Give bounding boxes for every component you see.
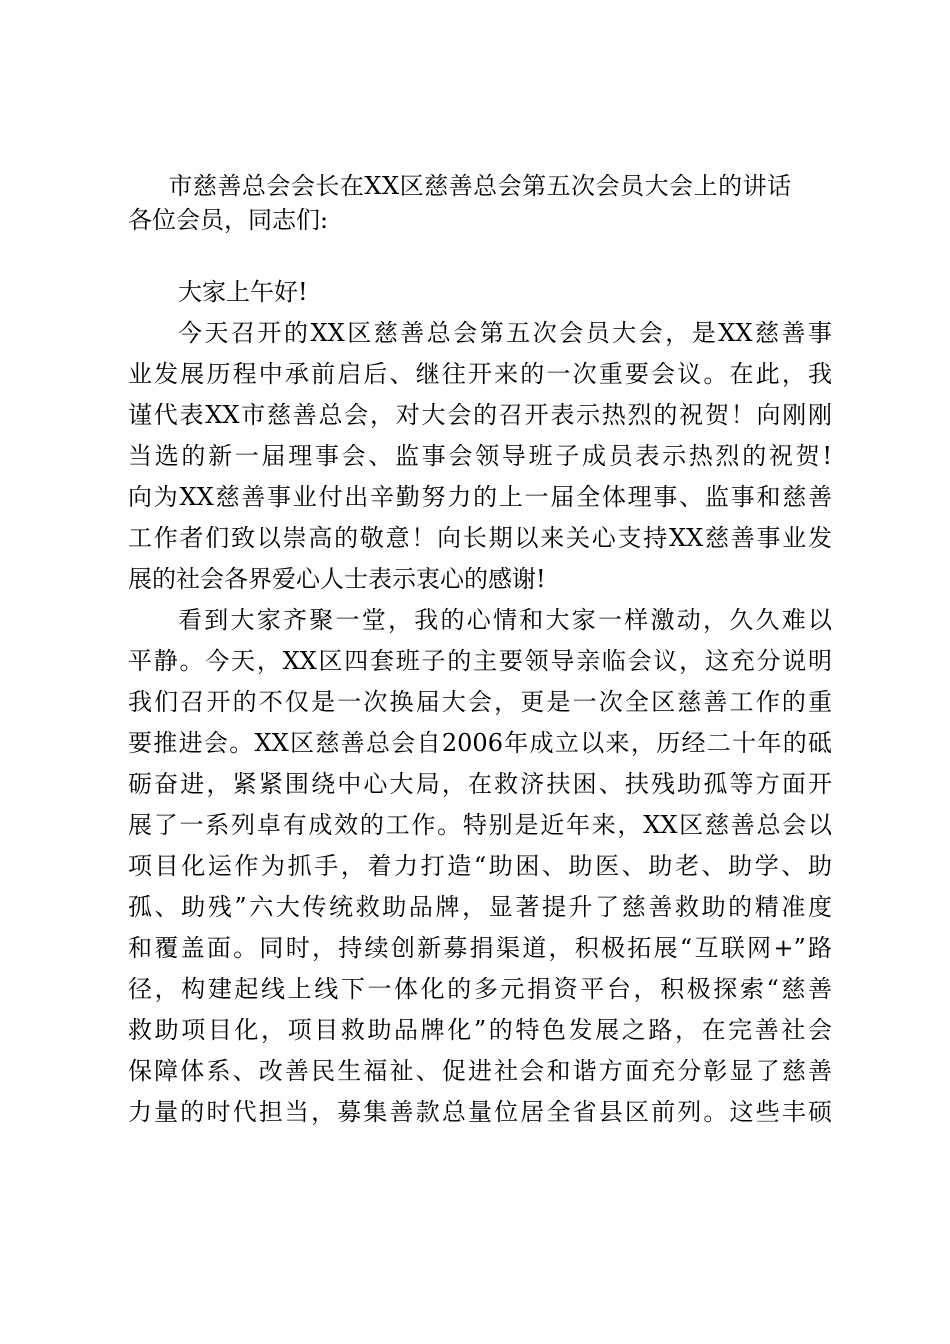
paragraph-line: 向为XX慈善事业付出辛勤努力的上一届全体理事、监事和慈善 <box>128 483 832 511</box>
paragraph-line: 和覆盖面。同时，持续创新募捐渠道，积极拓展“互联网+”路 <box>128 934 832 962</box>
document-title: 市慈善总会会长在XX区慈善总会第五次会员大会上的讲话 <box>168 172 792 200</box>
paragraph-line: 砺奋进，紧紧围绕中心大局，在救济扶困、扶残助孤等方面开 <box>128 770 832 798</box>
paragraph-line: 工作者们致以崇高的敬意！向长期以来关心支持XX慈善事业发 <box>128 524 832 552</box>
paragraph-line: 保障体系、改善民生福祉、促进社会和谐方面充分彰显了慈善 <box>128 1057 832 1085</box>
paragraph-line: 要推进会。XX区慈善总会自2006年成立以来，历经二十年的砥 <box>128 729 832 757</box>
paragraph-line: 展的社会各界爱心人士表示衷心的感谢! <box>128 565 546 593</box>
paragraph-line: 救助项目化，项目救助品牌化”的特色发展之路，在完善社会 <box>128 1016 832 1044</box>
document-body <box>128 272 832 1133</box>
paragraph-line: 大家上午好! <box>178 278 308 306</box>
paragraph-line: 展了一系列卓有成效的工作。特别是近年来，XX区慈善总会以 <box>128 811 832 839</box>
paragraph-line: 今天召开的XX区慈善总会第五次会员大会，是XX慈善事 <box>178 319 832 347</box>
paragraph-line: 当选的新一届理事会、监事会领导班子成员表示热烈的祝贺! <box>128 442 832 470</box>
salutation: 各位会员，同志们: <box>128 206 329 234</box>
paragraph-line: 力量的时代担当，募集善款总量位居全省县区前列。这些丰硕 <box>128 1098 832 1126</box>
paragraph-line: 看到大家齐聚一堂，我的心情和大家一样激动，久久难以 <box>178 606 832 634</box>
paragraph-line: 我们召开的不仅是一次换届大会，更是一次全区慈善工作的重 <box>128 688 832 716</box>
paragraph-line: 业发展历程中承前启后、继往开来的一次重要会议。在此，我 <box>128 360 832 388</box>
paragraph-line: 平静。今天，XX区四套班子的主要领导亲临会议，这充分说明 <box>128 647 832 675</box>
paragraph-line: 孤、助残”六大传统救助品牌，显著提升了慈善救助的精准度 <box>128 893 832 921</box>
paragraph-line: 谨代表XX市慈善总会，对大会的召开表示热烈的祝贺！向刚刚 <box>128 401 832 429</box>
paragraph-line: 项目化运作为抓手，着力打造“助困、助医、助老、助学、助 <box>128 852 832 880</box>
paragraph-line: 径，构建起线上线下一体化的多元捐资平台，积极探索“慈善 <box>128 975 832 1003</box>
